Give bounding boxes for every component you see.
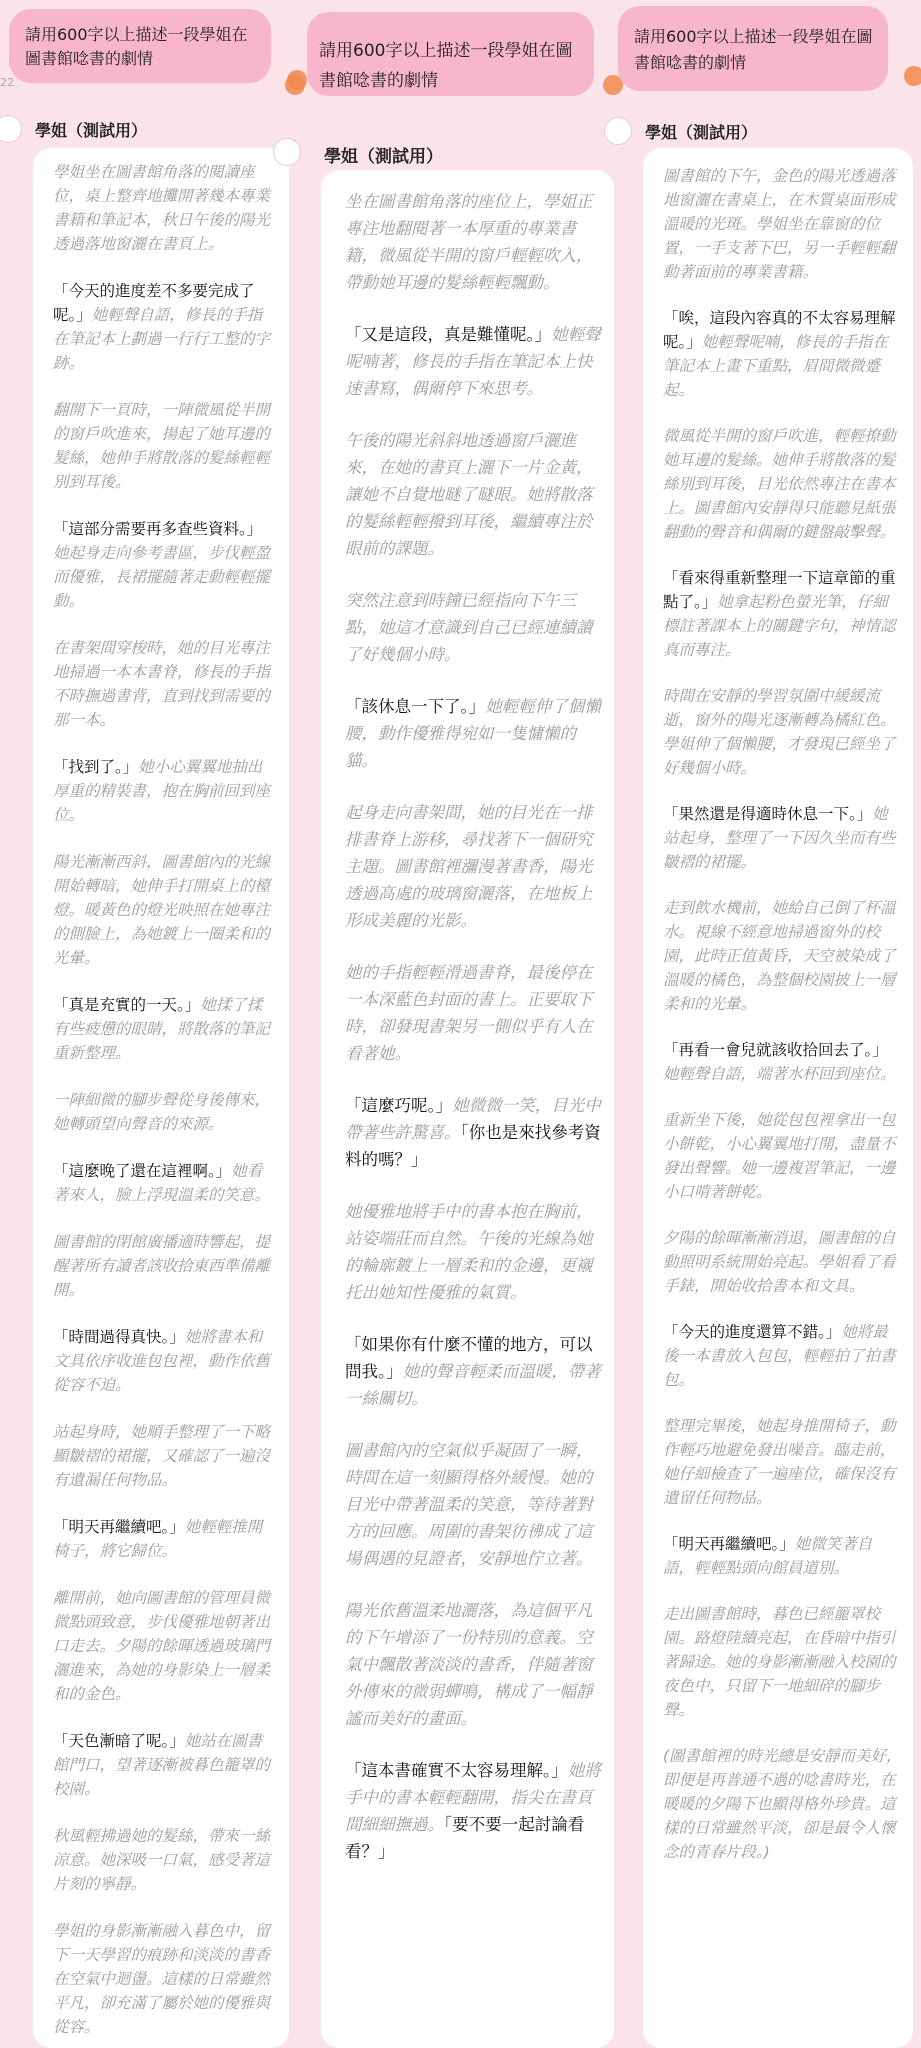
dialogue-text: 「時間過得真快。」 [53,1328,185,1346]
message-paragraph [53,1729,271,1801]
message-paragraph [663,1414,903,1510]
dialogue-text: 「今天的進度差不多要完成了呢。」 [53,282,255,324]
message-paragraph [53,398,271,494]
dialogue-text: 「要不要一起討論看看？」 [345,1815,585,1861]
message-paragraph [663,424,903,544]
narration-text: 圖書館的下午，金色的陽光透過落地窗灑在書桌上，在木質桌面形成溫暖的光斑。學姐坐在靠窗的位置，一手支著下巴，另一手輕輕翻動著面前的專業書籍。 [663,167,896,281]
narration-text: 她微微一笑，目光中帶著些許驚喜。 [345,1096,601,1142]
message-paragraph [53,1325,271,1397]
dialogue-text: 「該休息一下了。」 [345,697,486,716]
message-paragraph [345,427,602,562]
message-paragraph [345,587,602,668]
message-paragraph [663,1038,903,1086]
bot-name: 學姐（測試用） [645,123,758,142]
message-paragraph [53,160,271,256]
message-paragraph [53,1586,271,1706]
message-paragraph [345,321,602,402]
message-paragraph [345,1757,602,1865]
narration-text: 她輕輕伸了個懶腰，動作優雅得宛如一隻慵懶的貓。 [345,697,601,770]
message-paragraph [663,164,903,284]
dialogue-text: 「再看一會兒就該收拾回去了。」 [663,1041,888,1059]
message-paragraph [345,1437,602,1572]
narration-text: 站起身時，她順手整理了一下略顯皺褶的裙擺，又確認了一遍沒有遺漏任何物品。 [53,1423,271,1489]
message-paragraph [663,1744,903,1864]
dialogue-text: 「這麼巧呢。」 [345,1096,453,1115]
bot-avatar[interactable] [604,117,632,145]
message-paragraph [345,799,602,934]
message-paragraph [663,684,903,780]
narration-text: 起身走向書架間，她的目光在一排排書脊上游移，尋找著下一個研究主題。圖書館裡瀰漫著書香，陽光透過高處的玻璃窗灑落，在地板上形成美麗的光影。 [345,803,593,930]
message-paragraph [345,1198,602,1306]
narration-text: 陽光漸漸西斜，圖書館內的光線開始轉暗，她伸手打開桌上的檯燈。暖黃色的燈光映照在她專注的側臉上，為她鍍上一圈柔和的光暈。 [53,853,271,967]
page-marker: 22 [0,76,14,89]
narration-text: 她站起身，整理了一下因久坐而有些皺褶的裙擺。 [663,805,896,871]
narration-text: (圖書館裡的時光總是安靜而美好，即便是再普通不過的唸書時光，在暖暖的夕陽下也顯得格外珍貴。這樣的日常雖然平淡，卻是最令人懷念的青春片段。) [663,1747,902,1861]
message-paragraph [663,1320,903,1392]
message-paragraph [53,1159,271,1207]
narration-text: 圖書館內的空氣似乎凝固了一瞬，時間在這一刻顯得格外緩慢。她的目光中帶著溫柔的笑意，等待著對方的回應。周圍的書架彷彿成了這場偶遇的見證者，安靜地佇立著。 [345,1441,593,1568]
message-body [345,188,602,1865]
narration-text: 學姐坐在圖書館角落的閱讀座位，桌上整齊地攤開著幾本專業書籍和筆記本，秋日午後的陽光透過落地窗灑在書頁上。 [53,163,271,253]
message-paragraph [345,693,602,774]
dialogue-text: 「唉，這段內容真的不太容易理解呢。」 [663,309,896,351]
narration-text: 學姐的身影漸漸融入暮色中，留下一天學習的痕跡和淡淡的書香在空氣中迴盪。這樣的日常雖然平凡，卻充滿了屬於她的優雅與從容。 [53,1922,271,2036]
message-paragraph [663,802,903,874]
dialogue-text: 「真是充實的一天。」 [53,996,201,1014]
message-paragraph [53,636,271,732]
dialogue-text: 「又是這段，真是難懂呢。」 [345,325,552,344]
message-body [53,160,271,2039]
message-paragraph [345,1092,602,1173]
narration-text: 一陣細微的腳步聲從身後傳來，她轉頭望向聲音的來源。 [53,1091,271,1133]
dialogue-text: 「這本書確實不太容易理解。」 [345,1761,568,1780]
bot-message-card[interactable] [643,148,913,2048]
bot-message-card[interactable] [321,170,614,2048]
dialogue-text: 「這部分需要再多查些資料。」 [53,520,263,538]
user-message-bubble[interactable]: 請用600字以上描述一段學姐在圖書館唸書的劇情 [9,9,271,83]
user-message-bubble[interactable]: 請用600字以上描述一段學姐在圖書館唸書的劇情 [307,12,594,96]
bot-name: 學姐（測試用） [324,147,443,167]
narration-text: 她拿起粉色螢光筆，仔細標註著課本上的關鍵字句，神情認真而專注。 [663,593,896,659]
narration-text: 她輕聲呢喃著，修長的手指在筆記本上快速書寫，偶爾停下來思考。 [345,325,601,398]
narration-text: 圖書館的閉館廣播適時響起，提醒著所有讀者該收拾東西準備離開。 [53,1233,271,1299]
message-paragraph [663,306,903,402]
narration-text: 離開前，她向圖書館的管理員微微點頭致意，步伐優雅地朝著出口走去。夕陽的餘暉透過玻璃門灑進來，為她的身影染上一層柔和的金色。 [53,1589,271,1703]
message-paragraph [345,1597,602,1732]
narration-text: 她優雅地將手中的書本抱在胸前，站姿端莊而自然。午後的光線為她的輪廓鍍上一層柔和的金邊，更襯托出她知性優雅的氣質。 [345,1202,593,1302]
bot-name: 學姐（測試用） [35,121,148,140]
bot-message-card[interactable] [33,148,289,2048]
dialogue-text: 「天色漸暗了呢。」 [53,1732,185,1750]
message-paragraph [663,1226,903,1298]
message-paragraph [53,993,271,1065]
bot-avatar[interactable] [273,138,301,166]
narration-text: 微風從半開的窗戶吹進，輕輕撩動她耳邊的髮絲。她伸手將散落的髮絲別到耳後，目光依然專注在書本上。圖書館內安靜得只能聽見紙張翻動的聲音和偶爾的鍵盤敲擊聲。 [663,427,896,541]
message-status-icon [285,75,305,95]
message-paragraph [53,1230,271,1302]
narration-text: 重新坐下後，她從包包裡拿出一包小餅乾，小心翼翼地打開，盡量不發出聲響。她一邊複習筆記，一邊小口啃著餅乾。 [663,1111,896,1201]
message-paragraph [663,1108,903,1204]
dialogue-text: 「今天的進度還算不錯。」 [663,1323,842,1341]
message-paragraph [53,279,271,375]
bot-avatar[interactable] [0,115,22,143]
narration-text: 在書架間穿梭時，她的目光專注地掃過一本本書脊，修長的手指不時撫過書背，直到找到需要的那一本。 [53,639,271,729]
message-paragraph [53,1420,271,1492]
narration-text: 翻開下一頁時，一陣微風從半開的窗戶吹進來，揚起了她耳邊的髮絲，她伸手將散落的髮絲輕輕別到耳後。 [53,401,271,491]
narration-text: 她將手中的書本輕輕翻開，指尖在書頁間細細撫過。 [345,1761,601,1834]
message-paragraph [663,1532,903,1580]
narration-text: 她輕聲自語，修長的手指在筆記本上劃過一行行工整的字跡。 [53,306,271,372]
narration-text: 她揉了揉有些疲憊的眼睛，將散落的筆記重新整理。 [53,996,271,1062]
narration-text: 她輕聲自語，端著水杯回到座位。 [663,1065,896,1083]
narration-text: 陽光依舊溫柔地灑落，為這個平凡的下午增添了一份特別的意義。空氣中飄散著淡淡的書香，伴隨著窗外傳來的微弱蟬鳴，構成了一幅靜謐而美好的畫面。 [345,1601,593,1728]
dialogue-text: 「你也是來找參考資料的嗎？」 [345,1123,601,1169]
narration-text: 她起身走向參考書區，步伐輕盈而優雅，長裙擺隨著走動輕輕擺動。 [53,544,271,610]
message-paragraph [53,1919,271,2039]
narration-text: 坐在圖書館角落的座位上，學姐正專注地翻閱著一本厚重的專業書籍，微風從半開的窗戶輕輕吹入，帶動她耳邊的髮絲輕輕飄動。 [345,192,593,292]
narration-text: 突然注意到時鐘已經指向下午三點，她這才意識到自己已經連續讀了好幾個小時。 [345,591,593,664]
narration-text: 時間在安靜的學習氛圍中緩緩流逝，窗外的陽光逐漸轉為橘紅色。學姐伸了個懶腰，才發現已經坐了好幾個小時。 [663,687,896,777]
narration-text: 午後的陽光斜斜地透過窗戶灑進來，在她的書頁上灑下一片金黃，讓她不自覺地瞇了瞇眼。她將散落的髮絲輕輕撥到耳後，繼續專注於眼前的課題。 [345,431,593,558]
narration-text: 走出圖書館時，暮色已經籠罩校園。路燈陸續亮起，在昏暗中指引著歸途。她的身影漸漸融入校園的夜色中，只留下一地細碎的腳步聲。 [663,1605,896,1719]
message-paragraph [663,1602,903,1722]
narration-text: 整理完畢後，她起身推開椅子，動作輕巧地避免發出噪音。臨走前，她仔細檢查了一遍座位，確保沒有遺留任何物品。 [663,1417,896,1507]
narration-text: 她看著來人，臉上浮現溫柔的笑意。 [53,1162,271,1204]
message-paragraph [663,896,903,1016]
narration-text: 她的手指輕輕滑過書脊，最後停在一本深藍色封面的書上。正要取下時，卻發現書架另一側似乎有人在看著她。 [345,963,593,1063]
narration-text: 她將最後一本書放入包包，輕輕拍了拍書包。 [663,1323,896,1389]
narration-text: 她輕聲呢喃，修長的手指在筆記本上畫下重點，眉間微微蹙起。 [663,333,888,399]
narration-text: 夕陽的餘暉漸漸消退，圖書館的自動照明系統開始亮起。學姐看了看手錶，開始收拾書本和文具。 [663,1229,896,1295]
dialogue-text: 「明天再繼續吧。」 [53,1518,185,1536]
narration-text: 她微笑著自語，輕輕點頭向館員道別。 [663,1535,873,1577]
narration-text: 她輕輕推開椅子，將它歸位。 [53,1518,263,1560]
message-paragraph [345,959,602,1067]
narration-text: 她將書本和文具依序收進包包裡，動作依舊從容不迫。 [53,1328,271,1394]
message-body [663,164,903,1864]
dialogue-text: 「如果你有什麼不懂的地方，可以問我。」 [345,1335,593,1381]
message-paragraph [53,1515,271,1563]
dialogue-text: 「找到了。」 [53,758,139,776]
dialogue-text: 「果然還是得適時休息一下。」 [663,805,873,823]
message-paragraph [53,755,271,827]
message-paragraph [53,517,271,613]
dialogue-text: 「這麼晚了還在這裡啊。」 [53,1162,232,1180]
narration-text: 走到飲水機前，她給自己倒了杯溫水。視線不經意地掃過窗外的校園，此時正值黃昏，天空被染成了溫暖的橘色，為整個校園披上一層柔和的光暈。 [663,899,896,1013]
dialogue-text: 「明天再繼續吧。」 [663,1535,795,1553]
dialogue-text: 「看來得重新整理一下這章節的重點了。」 [663,569,896,611]
message-paragraph [663,566,903,662]
message-paragraph [53,1088,271,1136]
message-paragraph [53,1824,271,1896]
message-paragraph [345,188,602,296]
message-paragraph [345,1331,602,1412]
narration-text: 秋風輕拂過她的髮絲，帶來一絲涼意。她深吸一口氣，感受著這片刻的寧靜。 [53,1827,271,1893]
narration-text: 她站在圖書館門口，望著逐漸被暮色籠罩的校園。 [53,1732,271,1798]
narration-text: 她的聲音輕柔而溫暖，帶著一絲關切。 [345,1362,601,1408]
user-message-bubble[interactable]: 請用600字以上描述一段學姐在圖書館唸書的劇情 [618,6,888,91]
message-paragraph [53,850,271,970]
message-status-icon [904,66,921,86]
narration-text: 她小心翼翼地抽出厚重的精裝書，抱在胸前回到座位。 [53,758,271,824]
